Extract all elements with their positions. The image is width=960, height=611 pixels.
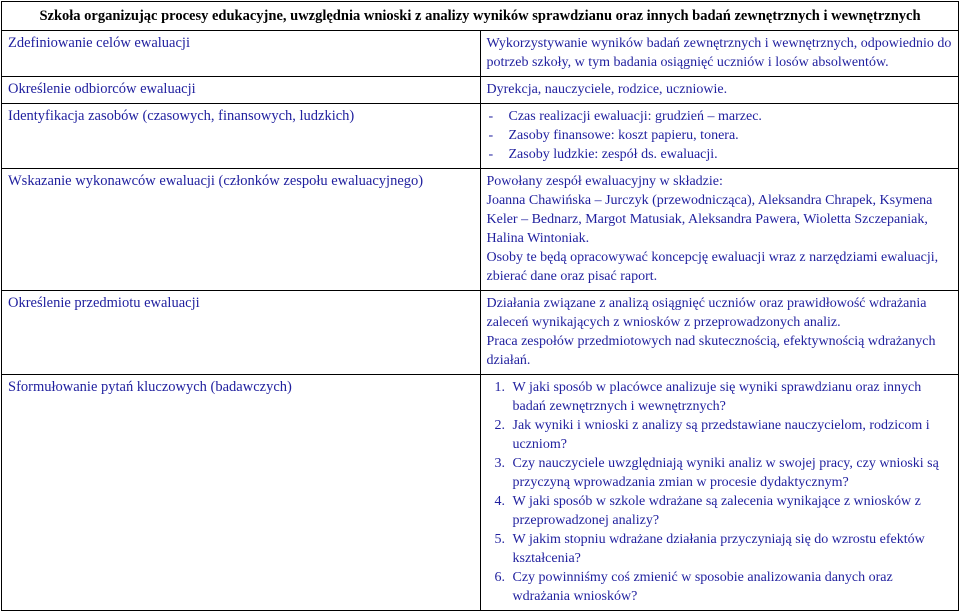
row-label: Sformułowanie pytań kluczowych (badawczych)	[2, 375, 481, 611]
question-item: 1. W jaki sposób w placówce analizuje się wyniki sprawdzianu oraz innych badań zewnętrznych i wewnętrznych?	[509, 378, 953, 416]
row-content	[480, 31, 959, 77]
subject-text: Działania związane z analizą osiągnięć uczniów oraz prawidłowość wdrażania zaleceń wynikających z wniosków z przeprowadzonych analiz.	[486, 296, 927, 330]
row-label: Określenie odbiorców ewaluacji	[2, 77, 481, 104]
row-label: Zdefiniowanie celów ewaluacji	[2, 31, 481, 77]
team-duties: Osoby te będą opracowywać koncepcję ewaluacji wraz z narzędziami ewaluacji, zbierać dane oraz pisać raport.	[486, 250, 939, 284]
goal-text: Wykorzystywanie wyników badań zewnętrznych i wewnętrznych, odpowiednio do potrzeb szkoły, w tym badania osiągnięć uczniów i losów absolwentów.	[486, 36, 952, 70]
resource-item: - Zasoby finansowe: koszt papieru, tonera.	[487, 126, 953, 145]
question-item: 4. W jaki sposób w szkole wdrażane są zalecenia wynikające z wniosków z przeprowadzonej analizy?	[509, 492, 953, 530]
row-label: Wskazanie wykonawców ewaluacji (członków zespołu ewaluacyjnego)	[2, 169, 481, 291]
audience-text: Dyrekcja, nauczyciele, rodzice, uczniowie.	[486, 82, 728, 97]
resource-item: - Zasoby ludzkie: zespół ds. ewaluacji.	[487, 145, 953, 164]
team-intro: Powołany zespół ewaluacyjny w składzie:	[486, 174, 723, 189]
table-row	[2, 291, 959, 375]
resource-item: - Czas realizacji ewaluacji: grudzień – marzec.	[487, 107, 953, 126]
table-row	[2, 31, 959, 77]
key-questions-list	[487, 378, 953, 606]
table-row	[2, 104, 959, 169]
question-item: 6. Czy powinniśmy coś zmienić w sposobie analizowania danych oraz wdrażania wniosków?	[509, 568, 953, 606]
table-row	[2, 375, 959, 611]
table-title: Szkoła organizując procesy edukacyjne, uwzględnia wnioski z analizy wyników sprawdzianu oraz innych badań zewnętrznych i wewnętrznych	[2, 2, 959, 31]
table-row	[2, 77, 959, 104]
question-item: 2. Jak wyniki i wnioski z analizy są przedstawiane nauczycielom, rodzicom i uczniom?	[509, 416, 953, 454]
question-item: 3. Czy nauczyciele uwzględniają wyniki analiz w swojej pracy, czy wnioski są przyczyną wprowadzania zmian w procesie dydaktycznym?	[509, 454, 953, 492]
row-content	[480, 104, 959, 169]
row-content	[480, 77, 959, 104]
table-row	[2, 169, 959, 291]
title-row	[2, 2, 959, 31]
row-label: Określenie przedmiotu ewaluacji	[2, 291, 481, 375]
team-members: Joanna Chawińska – Jurczyk (przewodnicząca), Aleksandra Chrapek, Ksymena Keler – Bednarz, Margot Matusiak, Aleksandra Pawera, Wioletta Szczepaniak, Halina Wintoniak.	[486, 193, 933, 246]
row-content	[480, 291, 959, 375]
row-label: Identyfikacja zasobów (czasowych, finansowych, ludzkich)	[2, 104, 481, 169]
row-content	[480, 375, 959, 611]
subject-text: Praca zespołów przedmiotowych nad skutecznością, efektywnością wdrażanych działań.	[486, 334, 936, 368]
row-content	[480, 169, 959, 291]
question-item: 5. W jakim stopniu wdrażane działania przyczyniają się do wzrostu efektów kształcenia?	[509, 530, 953, 568]
evaluation-plan-table	[1, 1, 959, 611]
